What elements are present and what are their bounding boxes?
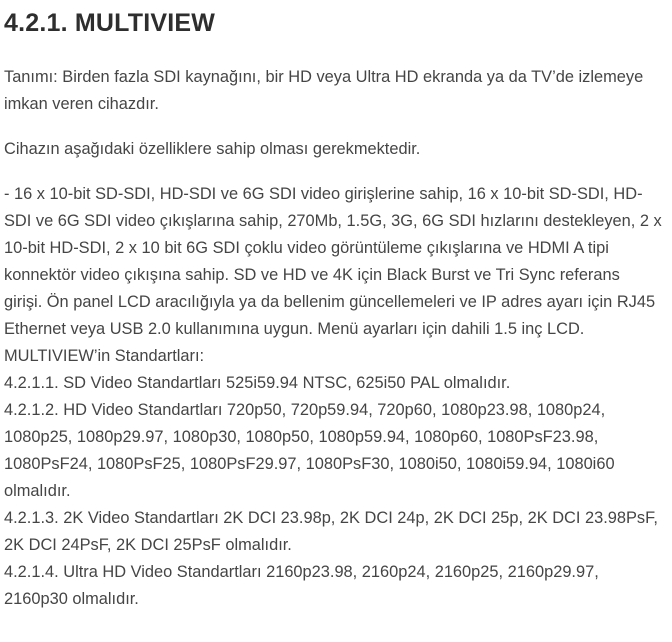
- features-paragraph: - 16 x 10-bit SD-SDI, HD-SDI ve 6G SDI video girişlerine sahip, 16 x 10-bit SD-SDI, HD-SDI ve 6G SDI video çıkışlarına sahip, 270Mb, 1.5G, 3G, 6G SDI hızlarını destekleyen, 2 x 10-bit HD-SDI, 2 x 10 bit 6G SDI çoklu video görüntüleme çıkışlarına ve HDMI A tipi konnektör video çıkışına sahip. SD ve HD ve 4K için Black Burst ve Tri Sync referans girişi. Ön panel LCD aracılığıyla ya da bellenim güncellemeleri ve IP adres ayarı için RJ45 Ethernet veya USB 2.0 kullanımına uygun. Menü ayarları için dahili 1.5 inç LCD.: [4, 185, 662, 338]
- standard-item-2k: 4.2.1.3. 2K Video Standartları 2K DCI 23.98p, 2K DCI 24p, 2K DCI 25p, 2K DCI 23.98PsF, 2K DCI 24PsF, 2K DCI 25PsF olmalıdır.: [4, 509, 658, 554]
- standard-item-hd: 4.2.1.2. HD Video Standartları 720p50, 720p59.94, 720p60, 1080p23.98, 1080p24, 1080p25, 1080p29.97, 1080p30, 1080p50, 1080p59.94, 1080p60, 1080PsF23.98, 1080PsF24, 1080PsF25, 1080PsF29.97, 1080PsF30, 1080i50, 1080i59.94, 1080i60 olmalıdır.: [4, 401, 615, 500]
- standards-title: MULTIVIEW’in Standartları:: [4, 347, 205, 365]
- spec-block: [4, 181, 662, 613]
- definition-paragraph: Tanımı: Birden fazla SDI kaynağını, bir HD veya Ultra HD ekranda ya da TV’de izlemeye imkan veren cihazdır.: [4, 68, 644, 113]
- standard-item-uhd: 4.2.1.4. Ultra HD Video Standartları 2160p23.98, 2160p24, 2160p25, 2160p29.97, 2160p30 olmalıdır.: [4, 563, 599, 608]
- standard-item-sd: 4.2.1.1. SD Video Standartları 525i59.94 NTSC, 625i50 PAL olmalıdır.: [4, 374, 511, 392]
- requirement-intro: Cihazın aşağıdaki özelliklere sahip olması gerekmektedir.: [4, 140, 421, 158]
- section-heading: 4.2.1. MULTIVIEW: [4, 9, 216, 37]
